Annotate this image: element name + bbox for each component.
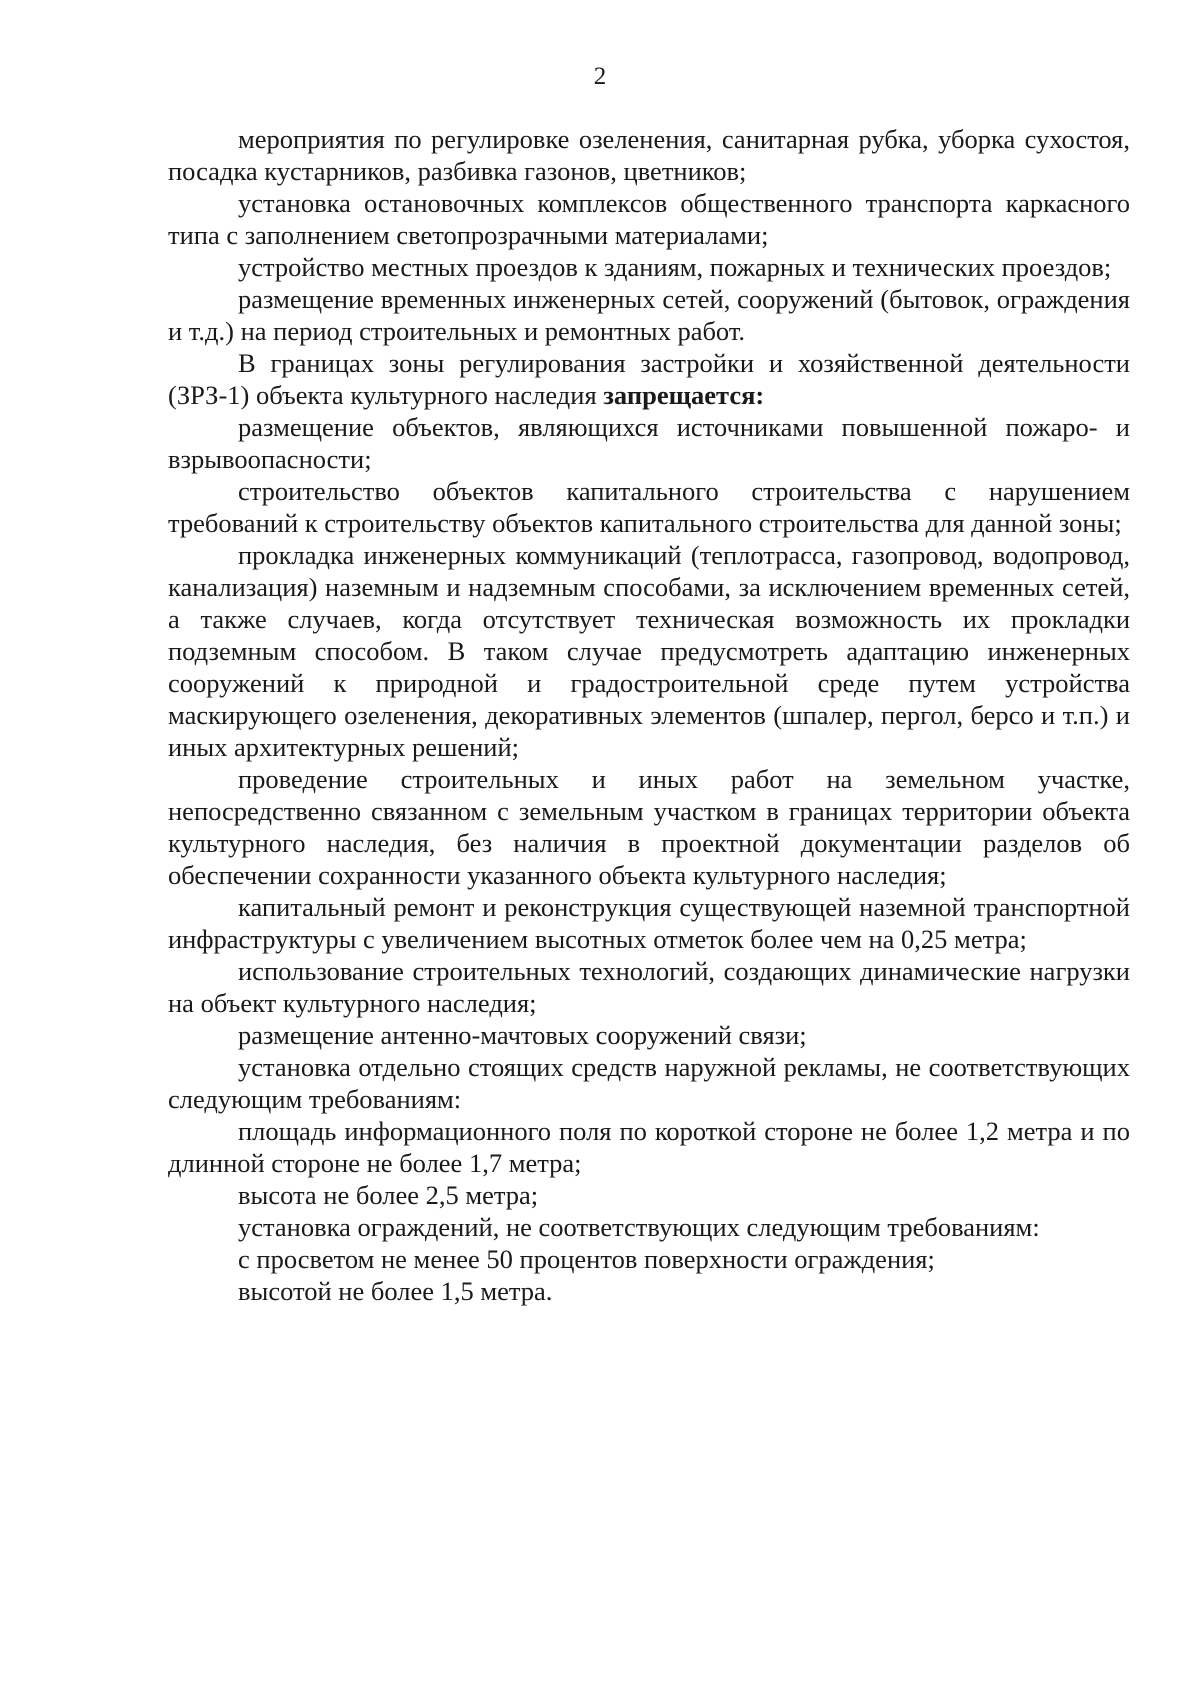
page-number: 2 [593, 63, 607, 90]
paragraph-fence-height [168, 1275, 1130, 1307]
paragraph-landscaping [168, 123, 1130, 187]
paragraph-hazard-objects [168, 411, 1130, 475]
paragraph-text: устройство местных проездов к зданиям, пожарных и технических проездов; [238, 252, 1112, 282]
paragraph-dynamic-loads [168, 955, 1130, 1019]
paragraph-text: В границах зоны регулирования застройки и хозяйственной деятельности (ЗРЗ-1) объекта культурного наследия [168, 348, 1130, 410]
paragraph-text: с просветом не менее 50 процентов поверхности ограждения; [238, 1244, 935, 1274]
paragraph-text: установка ограждений, не соответствующих следующим требованиям: [238, 1212, 1040, 1242]
paragraph-text: установка остановочных комплексов общественного транспорта каркасного типа с заполнением светопрозрачными материалами; [168, 188, 1130, 250]
paragraph-construction-works [168, 763, 1130, 891]
document-body [168, 123, 1130, 1307]
prohibited-emphasis: запрещается: [603, 380, 765, 410]
paragraph-text: прокладка инженерных коммуникаций (теплотрасса, газопровод, водопровод, канализация) наземным и надземным способами, за исключением временных сетей, а также случаев, когда отсутствует техническая возможность их прокладки подземным способом. В таком случае предусмотреть адаптацию инженерных сооружений к природной и градостроительной среде путем устройства маскирующего озеленения, декоративных элементов (шпалер, пергол, берсо и т.п.) и иных архитектурных решений; [168, 540, 1130, 762]
paragraph-text: размещение антенно-мачтовых сооружений связи; [238, 1020, 807, 1050]
paragraph-outdoor-advertising [168, 1051, 1130, 1115]
paragraph-transport-infrastructure [168, 891, 1130, 955]
paragraph-text: размещение временных инженерных сетей, сооружений (бытовок, ограждения и т.д.) на период строительных и ремонтных работ. [168, 284, 1130, 346]
paragraph-text: установка отдельно стоящих средств наружной рекламы, не соответствующих следующим требованиям: [168, 1052, 1130, 1114]
paragraph-fences [168, 1211, 1130, 1243]
paragraph-local-driveways [168, 251, 1130, 283]
paragraph-antenna-masts [168, 1019, 1130, 1051]
paragraph-text: использование строительных технологий, создающих динамические нагрузки на объект культурного наследия; [168, 956, 1130, 1018]
paragraph-temporary-networks [168, 283, 1130, 347]
paragraph-fence-transparency [168, 1243, 1130, 1275]
paragraph-text: капитальный ремонт и реконструкция существующей наземной транспортной инфраструктуры с увеличением высотных отметок более чем на 0,25 метра; [168, 892, 1130, 954]
paragraph-text: мероприятия по регулировке озеленения, санитарная рубка, уборка сухостоя, посадка кустарников, разбивка газонов, цветников; [168, 124, 1130, 186]
paragraph-transit-stops [168, 187, 1130, 251]
paragraph-text: строительство объектов капитального строительства с нарушением требований к строительству объектов капитального строительства для данной зоны; [168, 476, 1130, 538]
paragraph-advertising-height [168, 1179, 1130, 1211]
paragraph-prohibitions-intro [168, 347, 1130, 411]
paragraph-text: площадь информационного поля по короткой стороне не более 1,2 метра и по длинной стороне не более 1,7 метра; [168, 1116, 1130, 1178]
paragraph-info-field-size [168, 1115, 1130, 1179]
paragraph-text: размещение объектов, являющихся источниками повышенной пожаро- и взрывоопасности; [168, 412, 1130, 474]
paragraph-utility-lines [168, 539, 1130, 763]
paragraph-text: проведение строительных и иных работ на земельном участке, непосредственно связанном с земельным участком в границах территории объекта культурного наследия, без наличия в проектной документации разделов об обеспечении сохранности указанного объекта культурного наследия; [168, 764, 1130, 890]
paragraph-text: высота не более 2,5 метра; [238, 1180, 539, 1210]
paragraph-text: высотой не более 1,5 метра. [238, 1276, 553, 1306]
paragraph-capital-construction [168, 475, 1130, 539]
